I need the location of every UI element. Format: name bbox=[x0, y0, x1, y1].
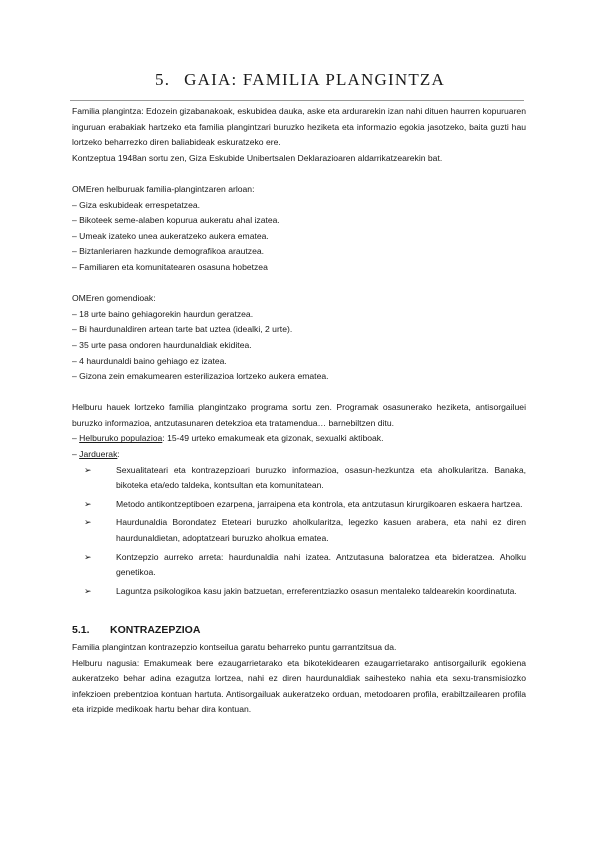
list-item: – Umeak izateko unea aukeratzeko aukera ematea. bbox=[72, 230, 269, 241]
recommendations-title: OMEren gomendioak: bbox=[72, 293, 156, 304]
section-number: 5.1. bbox=[72, 624, 90, 636]
list-item: – Familiaren eta komunitatearen osasuna hobetzea bbox=[72, 261, 268, 272]
section-heading bbox=[72, 624, 200, 636]
body-top bbox=[72, 104, 526, 599]
arrow-bullet-icon: ➢ bbox=[84, 551, 92, 562]
section-title: KONTRAZEPZIOA bbox=[110, 624, 201, 636]
activity-item: ➢ Metodo antikontzeptiboen ezarpena, jarraipena eta kontrola, eta antzutasun kirurgikoaren eskaera hartzea. bbox=[72, 497, 526, 513]
intro-concept: Kontzeptua 1948an sortu zen, Giza Eskubide Unibertsalen Deklarazioaren aldarrikatzearekin bat. bbox=[72, 152, 443, 163]
arrow-bullet-icon: ➢ bbox=[84, 585, 92, 596]
chapter-title: GAIA: FAMILIA PLANGINTZA bbox=[184, 70, 445, 89]
list-item: – Gizona zein emakumearen esterilizazioa lortzeko aukera ematea. bbox=[72, 371, 329, 382]
activities-list bbox=[72, 463, 526, 600]
arrow-bullet-icon: ➢ bbox=[84, 517, 92, 528]
program-paragraph: Helburu hauek lortzeko familia plangintzako programa sortu zen. Programak osasunerako heziketa, antisorgailuei buruzko informazioa, antzutasunaren detekzioa eta tratamendua… barnebiltzen ditu. bbox=[72, 402, 526, 428]
recommendations-list bbox=[72, 307, 526, 385]
goals-list bbox=[72, 198, 526, 276]
section-intro: Familia plangintzan kontrazepzio kontseilua garatu beharreko puntu garrantzitsua da. bbox=[72, 642, 397, 652]
goals-title: OMEren helburuak familia-plangintzaren arloan: bbox=[72, 183, 255, 194]
activities-label: Jarduerak bbox=[79, 449, 118, 460]
activities-heading: – Jarduerak: bbox=[72, 449, 120, 460]
population-label: Helburuko populazioa bbox=[79, 433, 163, 444]
list-item: – Biztanleriaren hazkunde demografikoa arautzea. bbox=[72, 246, 265, 257]
activity-item: ➢ Sexualitateari eta kontrazepzioari buruzko informazioa, osasun-hezkuntza eta aholkularitza. Banaka, bikoteka eta/edo taldeka, kontsultan eta komunitatean. bbox=[84, 464, 526, 491]
section-body bbox=[72, 640, 526, 718]
list-item: – Bikoteek seme-alaben kopurua aukeratu ahal izatea. bbox=[72, 215, 280, 226]
activity-item: ➢ Kontzepzio aurreko arreta: haurdunaldia nahi izatea. Antzutasuna baloratzea eta bideratzea. Aholku genetikoa. bbox=[84, 551, 526, 578]
arrow-bullet-icon: ➢ bbox=[84, 498, 92, 509]
page-title bbox=[0, 70, 600, 90]
list-item: – Bi haurdunaldiren artean tarte bat uztea (idealki, 2 urte). bbox=[72, 324, 293, 335]
chapter-number: 5. bbox=[155, 70, 171, 89]
intro-paragraph: Familia plangintza: Edozein gizabanakoak, eskubidea dauka, aske eta ardurarekin izan nahi dituen haurren kopuruaren inguruan erabakiak hartzeko eta familia plangintzari buruzko heziketa eta informazio egokia jasotzeko, baita guzti hau lortzeko beharrezko diren baliabideak eskuratzeko ere. bbox=[72, 106, 526, 148]
title-divider bbox=[70, 100, 524, 101]
list-item: – 4 haurdunaldi baino gehiago ez izatea. bbox=[72, 355, 227, 366]
section-paragraph: Helburu nagusia: Emakumeak bere ezaugarrietarako eta bikotekidearen ezaugarrietarako antisorgailurik egokiena aukeratzeko behar adina ezagutza lortzea, nahi ez diren haurdunaldiak saihesteko nahia eta sexu-transmisiozko infekzioen prebentzioa kontuan hartuta. Antisorgailuak aukeratzeko orduan, metodoaren profila, erabiltzailearen profila eta irizpide medikoak hartu behar dira kontuan. bbox=[72, 657, 526, 715]
arrow-bullet-icon: ➢ bbox=[84, 464, 92, 475]
list-item: – 35 urte pasa ondoren haurdunaldiak ekiditea. bbox=[72, 339, 252, 350]
activity-item: ➢ Haurdunaldia Borondatez Eteteari buruzko aholkularitza, legezko kasuen arabera, eta nahi ez diren haurdunaldietan, adoptatzeari buruzko aholkua ematea. bbox=[84, 517, 526, 544]
activity-item: ➢ Laguntza psikologikoa kasu jakin batzuetan, erreferentziazko osasun mentaleko taldearekin koordinatuta. bbox=[72, 584, 526, 600]
list-item: – Giza eskubideak errespetatzea. bbox=[72, 199, 201, 210]
target-population: – Helburuko populazioa: 15-49 urteko emakumeak eta gizonak, sexualki aktiboak. bbox=[72, 433, 384, 444]
list-item: – 18 urte baino gehiagorekin haurdun geratzea. bbox=[72, 308, 254, 319]
